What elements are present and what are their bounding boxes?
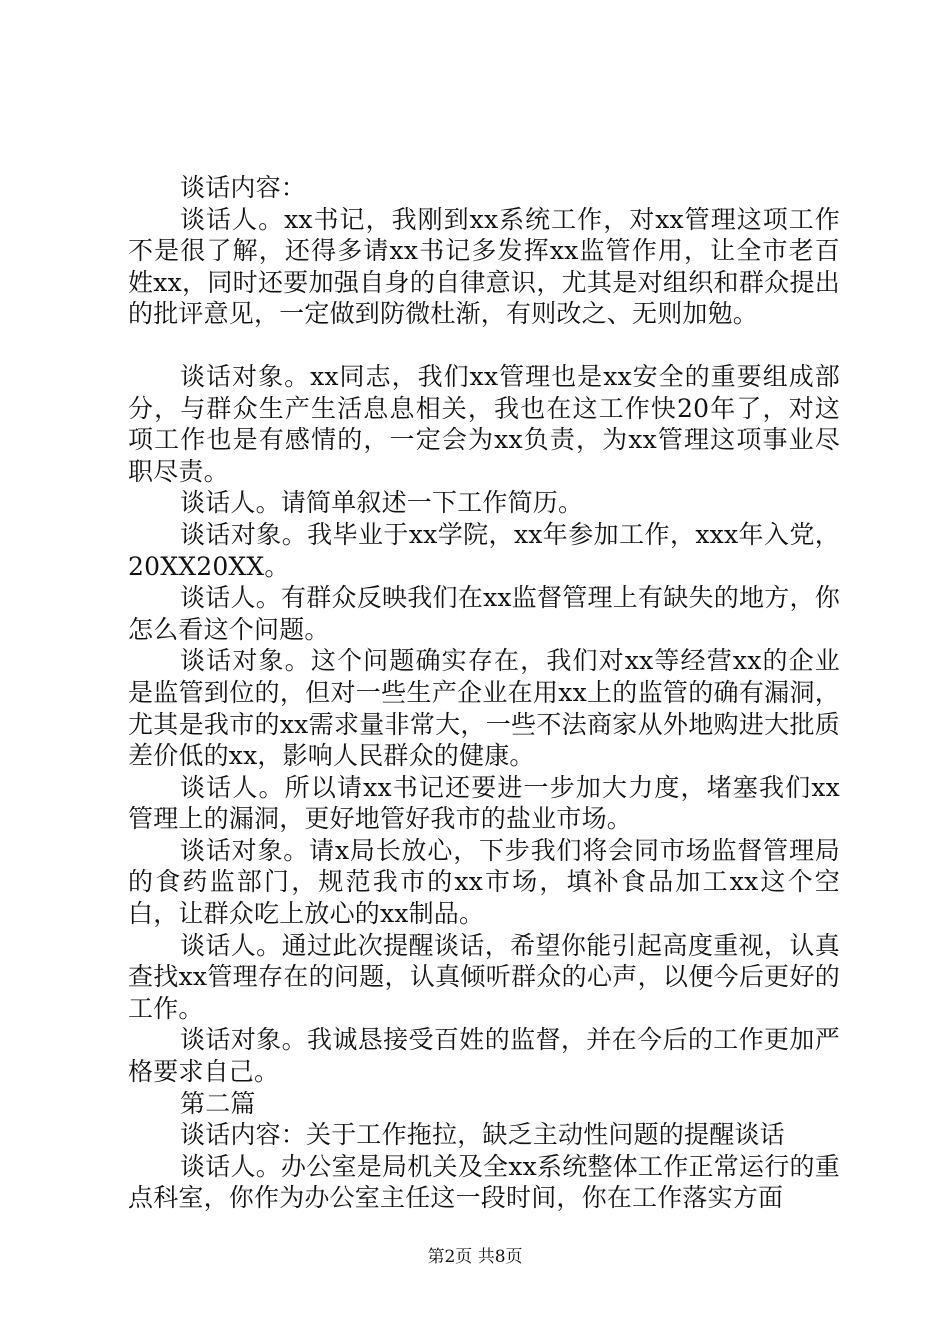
- page-number-footer: 第2页 共8页: [427, 1247, 523, 1267]
- paragraph: 谈话人。有群众反映我们在xx监督管理上有缺失的地方，你怎么看这个问题。: [128, 583, 840, 644]
- paragraph: 谈话人。办公室是局机关及全xx系统整体工作正常运行的重点科室，你作为办公室主任这一段时间，你在工作落实方面: [128, 1151, 840, 1213]
- paragraph: 谈话对象。请x局长放心，下步我们将会同市场监督管理局的食药监部门，规范我市的xx市场，填补食品加工xx这个空白，让群众吃上放心的xx制品。: [128, 835, 840, 929]
- paragraph: 谈话人。请简单叙述一下工作简历。: [180, 488, 584, 518]
- paragraph: 谈话人。通过此次提醒谈话，希望你能引起高度重视，认真查找xx管理存在的问题，认真倾听群众的心声，以便今后更好的工作。: [128, 930, 840, 1023]
- paragraph: 谈话对象。我毕业于xx学院，xx年参加工作，xxx年入党，20XX20XX。: [128, 519, 840, 581]
- paragraph: 谈话对象。我诚恳接受百姓的监督，并在今后的工作更加严格要求自己。: [128, 1025, 840, 1087]
- paragraph: 谈话对象。这个问题确实存在，我们对xx等经营xx的企业是监管到位的，但对一些生产企业在用xx上的监管的确有漏洞，尤其是我市的xx需求量非常大，一些不法商家从外地购进大批质差价低的xx，影响人民群众的健康。: [128, 646, 840, 771]
- paragraph: 谈话人。所以请xx书记还要进一步加大力度，堵塞我们xx管理上的漏洞，更好地管好我市的盐业市场。: [128, 772, 840, 834]
- paragraph: 谈话内容：: [180, 173, 307, 202]
- paragraph: 谈话对象。xx同志，我们xx管理也是xx安全的重要组成部分，与群众生产生活息息相关，我也在这工作快20年了，对这项工作也是有感情的，一定会为xx负责，为xx管理这项事业尽职尽责。: [128, 361, 840, 486]
- paragraph: 谈话内容：关于工作拖拉，缺乏主动性问题的提醒谈话: [180, 1120, 785, 1150]
- section-heading: 第二篇: [180, 1088, 256, 1118]
- paragraph: 谈话人。xx书记，我刚到xx系统工作，对xx管理这项工作不是很了解，还得多请xx书记多发挥xx监管作用，让全市老百姓xx，同时还要加强自身的自律意识，尤其是对组织和群众提出的批评意见，一定做到防微杜渐，有则改之、无则加勉。: [128, 204, 840, 329]
- document-body: [128, 172, 840, 1214]
